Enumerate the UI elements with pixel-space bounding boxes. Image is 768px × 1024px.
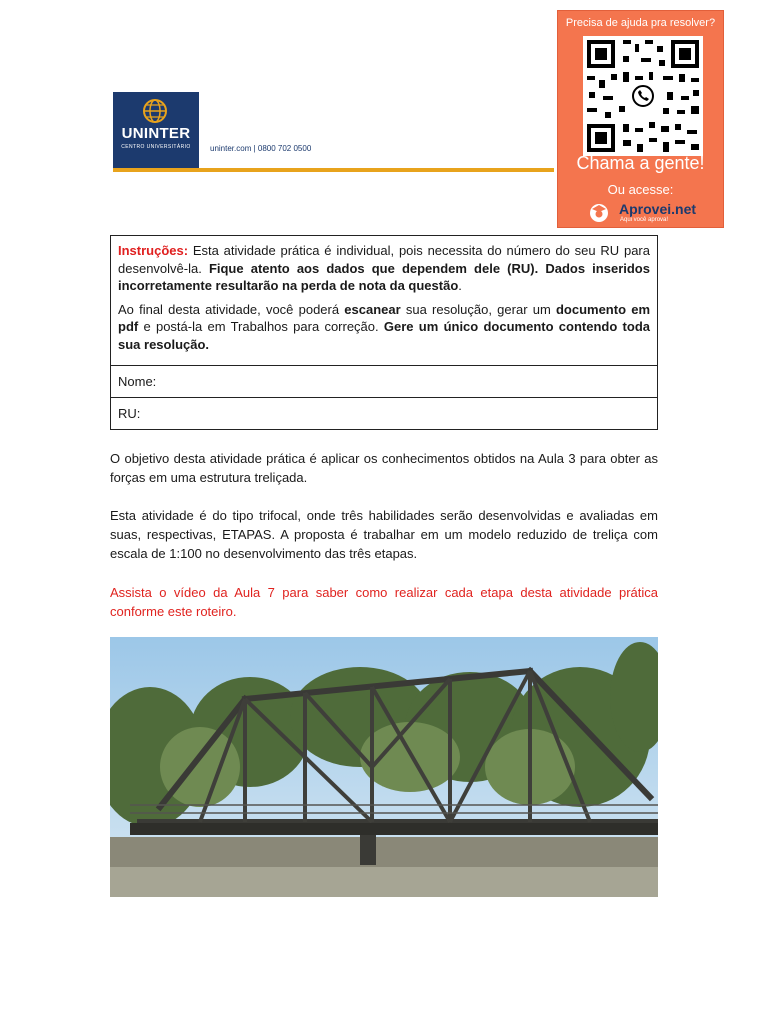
instructions-text: Esta atividade prática é individual, pois necessita do número do seu RU para desenvolvê-la. xyxy=(118,243,650,276)
instructions-bold: escanear xyxy=(344,301,401,317)
header-contact: uninter.com | 0800 702 0500 xyxy=(210,144,312,153)
instructions-box xyxy=(110,235,658,366)
instructions-warning: Fique atento aos dados que dependem dele (RU). Dados inseridos incorretamente resultarão na perda de nota da questão xyxy=(118,260,650,293)
objective-paragraph: O objetivo desta atividade prática é aplicar os conhecimentos obtidos na Aula 3 para obter as forças em uma estrutura treliçada. xyxy=(110,451,658,485)
uninter-logo xyxy=(113,92,199,168)
header-divider xyxy=(113,168,554,172)
ru-label: RU: xyxy=(118,406,141,421)
instructions-text: e postá-la em Trabalhos para correção. xyxy=(138,319,384,334)
instructions-text: sua resolução, gerar um xyxy=(400,301,556,317)
promo-brand-link[interactable]: Aprovei.net xyxy=(619,201,697,217)
truss-bridge-photo xyxy=(110,637,658,897)
promo-cta: Chama a gente! xyxy=(576,153,705,173)
globe-icon xyxy=(142,98,168,124)
instructions-period: . xyxy=(458,278,462,293)
instructions-text: Ao final desta atividade, você poderá xyxy=(118,301,345,317)
qr-code-icon[interactable] xyxy=(583,36,703,156)
promo-box[interactable] xyxy=(557,10,724,228)
instructions-paragraph-2 xyxy=(118,301,650,354)
instructions-label: Instruções: xyxy=(118,243,189,258)
promo-tagline: Aqui você aprova! xyxy=(620,217,669,223)
name-field[interactable] xyxy=(110,365,658,398)
ru-field[interactable] xyxy=(110,397,658,430)
activity-paragraph: Esta atividade é do tipo trifocal, onde três habilidades serão desenvolvidas e avaliadas em suas, respectivas, ETAPAS. A proposta é trabalhar em um modelo reduzido de treliça com escala de 1:100 no desenvolvimento das três etapas. xyxy=(110,508,658,561)
instructions-paragraph-1 xyxy=(118,242,650,295)
logo-wordmark: UNINTER xyxy=(121,125,191,142)
instructions-bold: Gere um único documento contendo toda sua resolução. xyxy=(118,319,651,352)
video-note-paragraph: Assista o vídeo da Aula 7 para saber como realizar cada etapa desta atividade prática conforme este roteiro. xyxy=(110,585,658,619)
instructions-bold: documento em pdf xyxy=(118,301,650,334)
logo-subtitle: CENTRO UNIVERSITÁRIO xyxy=(121,144,191,150)
graduate-head-icon xyxy=(588,201,610,223)
name-label: Nome: xyxy=(118,374,157,389)
promo-or-text: Ou acesse: xyxy=(607,182,674,197)
promo-question: Precisa de ajuda pra resolver? xyxy=(565,17,716,29)
